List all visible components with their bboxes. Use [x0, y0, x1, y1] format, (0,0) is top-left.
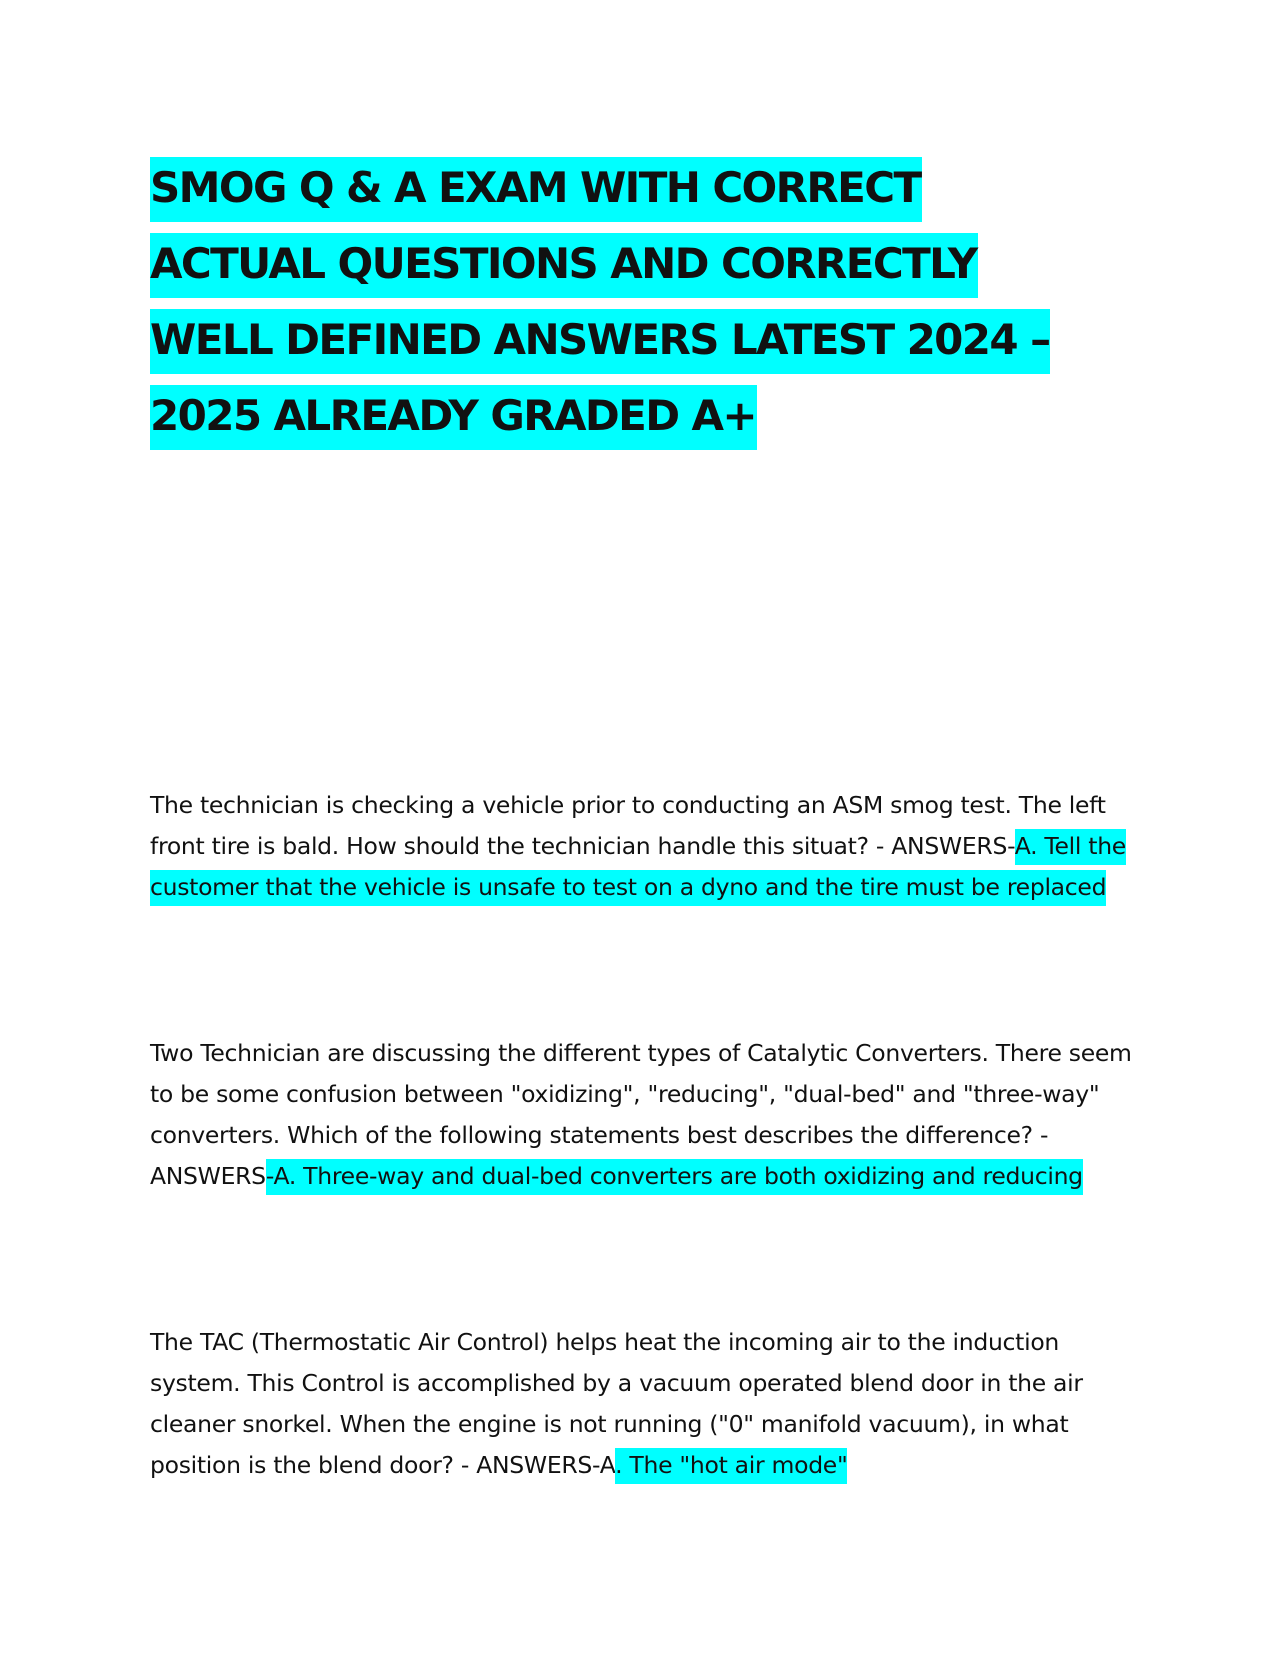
qa-item-1 [150, 785, 1140, 908]
title-line-1: SMOG Q & A EXAM WITH CORRECT [150, 157, 922, 222]
title-line-2: ACTUAL QUESTIONS AND CORRECTLY [150, 233, 978, 298]
title-line-3: WELL DEFINED ANSWERS LATEST 2024 – [150, 309, 1050, 374]
answer-text: -A. Three-way and dual-bed converters are both oxidizing and reducing [266, 1159, 1083, 1195]
answer-text: A. Tell the customer that the vehicle is unsafe to test on a dyno and the tire must be replaced [150, 829, 1126, 906]
qa-item-3 [150, 1322, 1140, 1486]
answer-text: . The "hot air mode" [615, 1448, 847, 1484]
title-line-4: 2025 ALREADY GRADED A+ [150, 385, 757, 450]
question-text: The TAC (Thermostatic Air Control) helps heat the incoming air to the induction system. This Control is accomplished by a vacuum operated blend door in the air cleaner snorkel. When the engine is not running ("0" manifold vacuum), in what position is the blend door? - ANSWERS-A [150, 1328, 1083, 1479]
document-title [150, 150, 1150, 454]
question-text: The technician is checking a vehicle prior to conducting an ASM smog test. The left front tire is bald. How should the technician handle this situat? - ANSWERS- [150, 791, 1106, 860]
qa-item-2 [150, 1033, 1140, 1197]
question-text: Two Technician are discussing the different types of Catalytic Converters. There seem to be some confusion between "oxidizing", "reducing", "dual-bed" and "three-way" converters. Which of the following statements best describes the difference? - ANSWERS [150, 1039, 1132, 1190]
